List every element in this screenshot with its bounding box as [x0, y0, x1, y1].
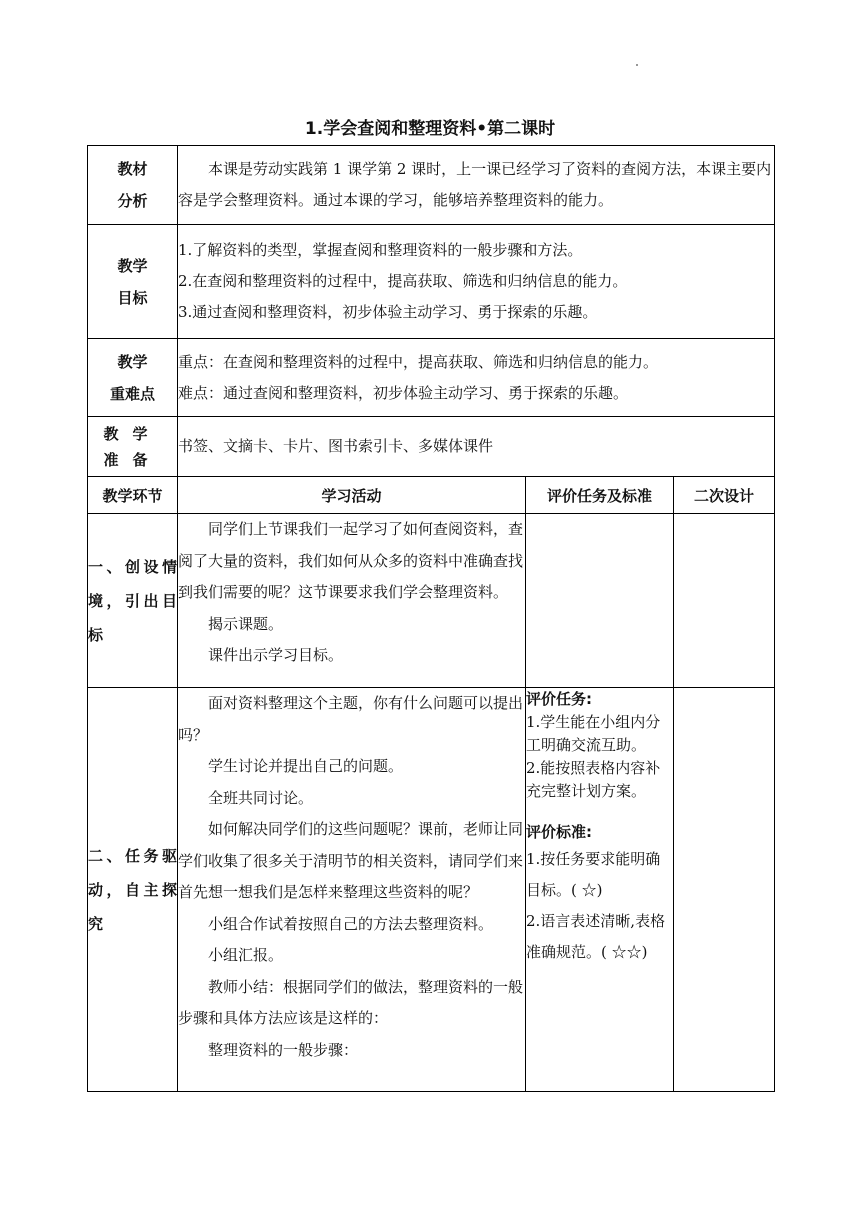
goal-item: 2.在查阅和整理资料的过程中，提高获取、筛选和归纳信息的能力。 [178, 272, 628, 290]
goal-item: 3.通过查阅和整理资料，初步体验主动学习、勇于探索的乐趣。 [178, 303, 598, 321]
label-material-analysis [88, 146, 178, 225]
key-points-text [178, 339, 775, 417]
preparation-items: 书签、文摘卡、卡片、图书索引卡、多媒体课件 [178, 437, 494, 455]
label-key-points [88, 339, 178, 417]
key-point-item: 重点：在查阅和整理资料的过程中，提高获取、筛选和归纳信息的能力。 [178, 352, 659, 371]
row-material-analysis [88, 146, 775, 225]
table-row [88, 688, 775, 1092]
col-header-evaluation: 评价任务及标准 [526, 477, 674, 514]
preparation-text [178, 417, 775, 477]
activity-paragraph: 小组合作试着按照自己的方法去整理资料。 [208, 914, 494, 933]
evaluation-task: 1.学生能在小组内分工明确交流互助。 [526, 713, 661, 754]
activity-paragraph: 如何解决同学们的这些问题呢？课前，老师让同学们收集了很多关于清明节的相关资料，请同学们来首先想一想我们是怎样来整理这些资料的呢？ [178, 820, 524, 901]
activity-paragraph: 整理资料的一般步骤： [208, 1040, 359, 1059]
stage-activities [178, 688, 526, 1092]
stage-name: 二、任务驱动，自主探究 [88, 688, 178, 1092]
stage-redesign [674, 688, 775, 1092]
key-point-item: 难点：通过查阅和整理资料，初步体验主动学习、勇于探索的乐趣。 [178, 383, 629, 402]
activity-paragraph: 面对资料整理这个主题，你有什么问题可以提出吗？ [178, 694, 524, 744]
activity-paragraph: 全班共同讨论。 [208, 788, 314, 807]
col-header-redesign: 二次设计 [674, 477, 775, 514]
row-key-points [88, 339, 775, 417]
activity-paragraph: 揭示课题。 [208, 614, 284, 633]
page-title: 1.学会查阅和整理资料•第二课时 [304, 119, 556, 139]
evaluation-standard-title: 评价标准: [526, 823, 592, 841]
activity-paragraph: 教师小结：根据同学们的做法，整理资料的一般步骤和具体方法应该是这样的： [178, 977, 524, 1027]
label-line: 分析 [117, 192, 148, 210]
table-row [88, 514, 775, 688]
evaluation-standard: 2.语言表述清晰,表格准确规范。( ☆☆) [526, 912, 666, 961]
stage-name: 一、创设情境，引出目标 [88, 514, 178, 688]
label-line: 教学 [117, 352, 148, 371]
row-preparation [88, 417, 775, 477]
label-line: 目标 [117, 288, 148, 307]
label-line: 教学 [117, 256, 148, 275]
stage-evaluation [526, 514, 674, 688]
label-line: 教学 [103, 424, 162, 443]
activity-paragraph: 同学们上节课我们一起学习了如何查阅资料，查阅了大量的资料，我们如何从众多的资料中准确查找到我们需要的呢？这节课要求我们学会整理资料。 [178, 520, 524, 601]
lesson-plan-table [87, 145, 775, 1092]
stage-redesign [674, 514, 775, 688]
activity-paragraph: 学生讨论并提出自己的问题。 [208, 757, 404, 775]
scan-dot [636, 64, 638, 66]
table-header-row [88, 477, 775, 514]
material-text: 本课是劳动实践第 1 课学第 2 课时，上一课已经学习了资料的查阅方法，本课主要内容是学会整理资料。通过本课的学习，能够培养整理资料的能力。 [178, 160, 772, 209]
label-line: 重难点 [109, 384, 155, 403]
col-header-activities: 学习活动 [178, 477, 526, 514]
evaluation-task-title: 评价任务: [526, 690, 592, 708]
goal-item: 1.了解资料的类型，掌握查阅和整理资料的一般步骤和方法。 [178, 241, 583, 259]
row-teaching-goals [88, 225, 775, 339]
teaching-goals-text [178, 225, 775, 339]
evaluation-task: 2.能按照表格内容补充完整计划方案。 [526, 759, 661, 800]
label-line: 准备 [103, 450, 162, 469]
stage-evaluation [526, 688, 674, 1092]
stage-activities [178, 514, 526, 688]
label-preparation [88, 417, 178, 477]
col-header-stage: 教学环节 [88, 477, 178, 514]
activity-paragraph: 小组汇报。 [208, 946, 284, 964]
label-teaching-goals [88, 225, 178, 339]
activity-paragraph: 课件出示学习目标。 [208, 646, 344, 664]
label-line: 教材 [117, 160, 148, 178]
material-analysis-text [178, 146, 775, 225]
evaluation-standard: 1.按任务要求能明确目标。( ☆) [526, 850, 661, 899]
